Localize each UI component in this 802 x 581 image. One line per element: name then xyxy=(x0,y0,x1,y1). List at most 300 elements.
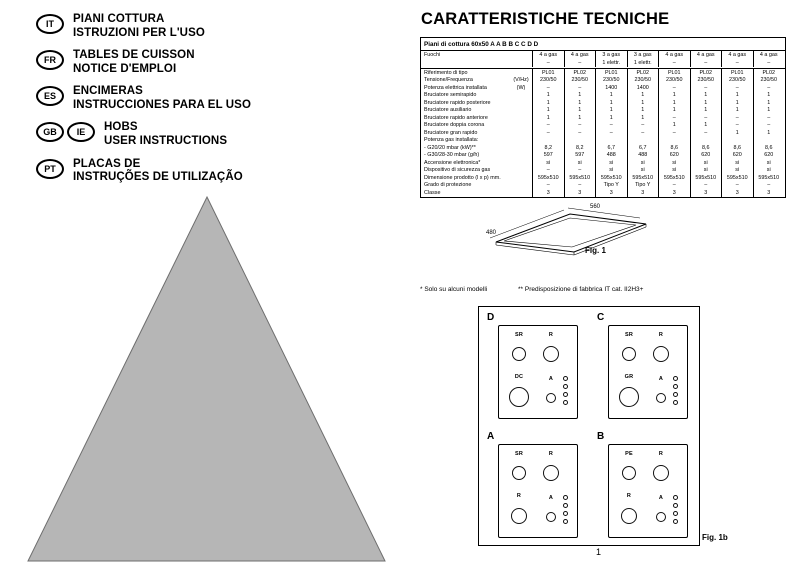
burner-circle xyxy=(512,347,526,361)
fig1b-caption: Fig. 1b xyxy=(702,533,728,542)
spec-cell: 620 xyxy=(753,152,785,160)
spec-cell: 3 xyxy=(753,189,785,197)
language-badges xyxy=(36,121,95,142)
spec-cell xyxy=(690,137,722,145)
language-line2: NOTICE D'EMPLOI xyxy=(73,62,177,75)
spec-cell: PL02 xyxy=(690,69,722,77)
spec-cell: 6,7 xyxy=(595,144,627,152)
spec-cell: 3 xyxy=(564,189,596,197)
spec-cell: – xyxy=(532,167,564,175)
language-badges xyxy=(36,85,64,106)
spec-cell: 595x510 xyxy=(564,174,596,182)
spec-cell: 1 xyxy=(627,92,659,100)
language-badge-gb: GB xyxy=(36,122,64,142)
spec-cell: – xyxy=(721,59,753,67)
spec-cell: 1 xyxy=(721,129,753,137)
spec-row-label: Bruciatore gran rapido xyxy=(424,129,478,136)
spec-row xyxy=(421,92,785,100)
footnote-models: * Solo su alcuni modelli xyxy=(420,286,488,293)
spec-row xyxy=(421,174,785,182)
spec-row-unit: (W) xyxy=(516,84,526,91)
spec-cell: – xyxy=(532,122,564,130)
spec-cell: 3 a gas xyxy=(627,51,659,59)
control-knob-dot xyxy=(673,376,678,381)
hob-panel xyxy=(608,444,688,538)
hob-quadrant-c xyxy=(589,307,699,426)
spec-cell: 488 xyxy=(595,152,627,160)
control-knob-dot xyxy=(673,503,678,508)
spec-row-label: Riferimento di tipo xyxy=(424,69,468,76)
spec-cell: – xyxy=(721,114,753,122)
footnote-factory: ** Predisposizione di fabbrica IT cat. II2H3+ xyxy=(518,286,644,293)
spec-row-unit xyxy=(510,182,532,190)
spec-cell: 1 xyxy=(753,107,785,115)
language-badge-it: IT xyxy=(36,14,64,34)
spec-cell: 1 xyxy=(753,129,785,137)
spec-cell: 1 xyxy=(564,114,596,122)
spec-row xyxy=(421,59,785,69)
spec-row-unit xyxy=(510,189,532,197)
spec-cell: – xyxy=(658,84,690,92)
spec-row-label: Tensione/Frequenza xyxy=(424,77,473,84)
spec-cell: 230/50 xyxy=(627,77,659,85)
language-title xyxy=(73,158,243,185)
spec-cell: 230/50 xyxy=(721,77,753,85)
spec-cell: 3 xyxy=(595,189,627,197)
spec-row-label: Dispositivo di sicurezza gas xyxy=(424,167,491,174)
burner-label: SR xyxy=(514,451,524,457)
spec-row-label: Potenza gas installata: xyxy=(424,137,479,144)
burner-label: R xyxy=(516,493,522,499)
spec-cell: – xyxy=(595,129,627,137)
language-title xyxy=(73,49,195,76)
spec-cell: 8,6 xyxy=(658,144,690,152)
spec-row xyxy=(421,51,785,59)
burner-label: R xyxy=(658,451,664,457)
burner-circle xyxy=(619,387,639,407)
spec-cell: 1 xyxy=(627,107,659,115)
spec-row-label: - G20/20 mbar (kW)** xyxy=(424,144,476,151)
spec-cell: si xyxy=(753,167,785,175)
spec-row xyxy=(421,159,785,167)
burner-circle xyxy=(653,465,669,481)
spec-table xyxy=(420,37,786,198)
spec-cell: 1 xyxy=(690,107,722,115)
spec-row xyxy=(421,114,785,122)
spec-cell: – xyxy=(721,122,753,130)
control-knob-dot xyxy=(563,400,568,405)
spec-cell: si xyxy=(627,167,659,175)
burner-circle xyxy=(546,512,556,522)
spec-cell: PL02 xyxy=(564,69,596,77)
dimension-line-width xyxy=(568,208,640,218)
burner-label: SR xyxy=(514,332,524,338)
spec-cell: 1 xyxy=(627,99,659,107)
spec-cell: PL02 xyxy=(753,69,785,77)
spec-row-label: Bruciatore doppia corona xyxy=(424,122,485,129)
spec-cell: – xyxy=(690,129,722,137)
spec-row-unit xyxy=(510,167,532,175)
spec-cell: PL01 xyxy=(595,69,627,77)
spec-cell: – xyxy=(532,59,564,67)
spec-row xyxy=(421,107,785,115)
spec-cell: Tipo Y xyxy=(627,182,659,190)
spec-cell: PL01 xyxy=(658,69,690,77)
language-badge-ie: IE xyxy=(67,122,95,142)
hob-quadrant-b xyxy=(589,426,699,545)
spec-cell: 1 elettr. xyxy=(627,59,659,67)
burner-circle xyxy=(656,512,666,522)
spec-cell: – xyxy=(753,114,785,122)
dimension-depth-label: 480 xyxy=(486,230,497,236)
spec-cell: si xyxy=(658,167,690,175)
spec-cell: – xyxy=(690,84,722,92)
language-line1: TABLES DE CUISSON xyxy=(73,49,195,62)
spec-cell: 230/50 xyxy=(658,77,690,85)
spec-row xyxy=(421,122,785,130)
spec-row xyxy=(421,189,785,197)
spec-cell: 1 xyxy=(595,99,627,107)
spec-row-label: Classe xyxy=(424,189,441,196)
spec-cell: 597 xyxy=(532,152,564,160)
control-knob-dot xyxy=(563,503,568,508)
spec-cell: 1 xyxy=(658,122,690,130)
quadrant-letter: C xyxy=(597,312,605,323)
spec-cell: – xyxy=(595,122,627,130)
burner-circle xyxy=(653,346,669,362)
spec-cell: 1 xyxy=(595,92,627,100)
hob-panel xyxy=(608,325,688,419)
spec-cell: 1 xyxy=(595,114,627,122)
spec-cell: 8,6 xyxy=(753,144,785,152)
spec-cell: – xyxy=(532,84,564,92)
spec-cell: si xyxy=(627,159,659,167)
language-badges xyxy=(36,49,64,70)
spec-cell: 1 xyxy=(658,107,690,115)
hob-dimension-diagram xyxy=(430,200,680,264)
spec-cell: si xyxy=(753,159,785,167)
control-knob-dot xyxy=(563,384,568,389)
spec-row-unit xyxy=(510,51,532,59)
burner-label: R xyxy=(548,451,554,457)
fig1-caption: Fig. 1 xyxy=(585,246,606,255)
spec-cell: – xyxy=(564,182,596,190)
control-knob-dot xyxy=(673,400,678,405)
burner-circle xyxy=(546,393,556,403)
fig1b-grid xyxy=(479,307,699,545)
spec-row-label: Accensione elettronica* xyxy=(424,159,481,166)
spec-cell xyxy=(721,137,753,145)
spec-cell: 1 xyxy=(595,107,627,115)
language-line2: INSTRUCCIONES PARA EL USO xyxy=(73,98,251,111)
page-number: 1 xyxy=(596,547,602,557)
spec-cell: – xyxy=(564,167,596,175)
spec-row-label: - G30/28-30 mbar (g/h) xyxy=(424,152,480,159)
burner-label: A xyxy=(548,495,554,501)
spec-row-unit xyxy=(510,144,532,152)
spec-cell xyxy=(753,137,785,145)
language-badges xyxy=(36,13,64,34)
hob-inner-outline xyxy=(504,218,636,247)
spec-cell: – xyxy=(564,129,596,137)
control-knob-dot xyxy=(673,519,678,524)
spec-cell: – xyxy=(690,114,722,122)
control-knob-dot xyxy=(673,392,678,397)
spec-row-unit xyxy=(510,107,532,115)
language-item xyxy=(36,158,366,185)
spec-row xyxy=(421,129,785,137)
hob-panel xyxy=(498,325,578,419)
spec-cell: 4 a gas xyxy=(532,51,564,59)
language-badge-pt: PT xyxy=(36,159,64,179)
spec-cell: 1 xyxy=(532,92,564,100)
language-badge-fr: FR xyxy=(36,50,64,70)
spec-cell: si xyxy=(564,159,596,167)
spec-cell: – xyxy=(690,59,722,67)
spec-row xyxy=(421,77,785,85)
hob-quadrant-d xyxy=(479,307,589,426)
burner-circle xyxy=(543,346,559,362)
control-knob-dot xyxy=(563,376,568,381)
spec-cell: 1400 xyxy=(627,84,659,92)
language-line1: PLACAS DE xyxy=(73,157,141,170)
spec-cell: 1 xyxy=(532,107,564,115)
spec-row xyxy=(421,69,785,77)
language-line2: USER INSTRUCTIONS xyxy=(104,134,228,147)
spec-row-unit xyxy=(510,92,532,100)
spec-cell: 595x510 xyxy=(627,174,659,182)
spec-cell: 1 xyxy=(564,107,596,115)
spec-cell: 597 xyxy=(564,152,596,160)
spec-cell: 620 xyxy=(690,152,722,160)
spec-cell: 8,6 xyxy=(690,144,722,152)
language-title xyxy=(73,13,205,40)
spec-cell: si xyxy=(690,159,722,167)
language-title xyxy=(73,85,251,112)
burner-label: R xyxy=(548,332,554,338)
hob-quadrant-a xyxy=(479,426,589,545)
spec-cell: PL02 xyxy=(627,69,659,77)
hob-panel xyxy=(498,444,578,538)
language-line1: HOBS xyxy=(104,121,138,134)
spec-cell: – xyxy=(690,182,722,190)
burner-circle xyxy=(509,387,529,407)
spec-row xyxy=(421,152,785,160)
spec-cell xyxy=(627,137,659,145)
burner-circle xyxy=(543,465,559,481)
spec-cell: 4 a gas xyxy=(721,51,753,59)
spec-cell: – xyxy=(721,182,753,190)
spec-cell xyxy=(658,137,690,145)
spec-cell: 1 xyxy=(753,92,785,100)
spec-cell: 620 xyxy=(721,152,753,160)
spec-cell: 230/50 xyxy=(564,77,596,85)
spec-row xyxy=(421,84,785,92)
spec-cell: si xyxy=(658,159,690,167)
control-knob-dot xyxy=(563,392,568,397)
spec-row xyxy=(421,137,785,145)
spec-cell: si xyxy=(532,159,564,167)
spec-cell: 595x510 xyxy=(658,174,690,182)
spec-cell: – xyxy=(753,182,785,190)
burner-circle xyxy=(622,466,636,480)
spec-row-unit xyxy=(510,159,532,167)
spec-cell: 8,2 xyxy=(532,144,564,152)
spec-cell: si xyxy=(721,159,753,167)
spec-row-label: Grado di protezione xyxy=(424,182,472,189)
spec-row-label: Bruciatore semirapido xyxy=(424,92,477,99)
quadrant-letter: B xyxy=(597,431,605,442)
spec-cell: 4 a gas xyxy=(690,51,722,59)
spec-row-unit xyxy=(510,137,532,145)
burner-label: PE xyxy=(625,451,633,457)
spec-row-unit xyxy=(510,152,532,160)
spec-cell: – xyxy=(564,84,596,92)
spec-row-unit xyxy=(510,114,532,122)
spec-row-unit xyxy=(510,129,532,137)
spec-row xyxy=(421,167,785,175)
spec-cell: 1 xyxy=(721,99,753,107)
language-item xyxy=(36,49,366,76)
spec-cell: 8,2 xyxy=(564,144,596,152)
spec-cell: 1 xyxy=(564,92,596,100)
spec-cell: – xyxy=(658,114,690,122)
spec-cell: – xyxy=(532,129,564,137)
spec-cell: PL01 xyxy=(532,69,564,77)
burner-label: SR xyxy=(624,332,634,338)
spec-cell: 1 xyxy=(690,122,722,130)
spec-row-label: Fuochi xyxy=(424,52,441,58)
spec-cell: Tipo Y xyxy=(595,182,627,190)
spec-cell: 230/50 xyxy=(753,77,785,85)
burner-label: DC xyxy=(514,374,524,380)
burner-circle xyxy=(621,508,637,524)
spec-cell: – xyxy=(753,122,785,130)
spec-cell xyxy=(564,137,596,145)
burner-label: GR xyxy=(624,374,634,380)
spec-cell: – xyxy=(658,182,690,190)
spec-row-unit xyxy=(510,174,532,182)
spec-cell: 1 xyxy=(721,92,753,100)
spec-cell: si xyxy=(595,167,627,175)
control-knob-dot xyxy=(563,511,568,516)
spec-cell: – xyxy=(627,122,659,130)
spec-cell: 1400 xyxy=(595,84,627,92)
spec-cell: 595x510 xyxy=(721,174,753,182)
spec-row-label: Bruciatore rapido anteriore xyxy=(424,114,488,121)
language-line1: PIANI COTTURA xyxy=(73,13,165,25)
spec-cell: 1 xyxy=(690,99,722,107)
control-knob-dot xyxy=(673,511,678,516)
language-line2: INSTRUÇÕES DE UTILIZAÇÃO xyxy=(73,171,243,184)
spec-cell: 230/50 xyxy=(595,77,627,85)
spec-cell: – xyxy=(658,59,690,67)
spec-cell: 3 xyxy=(658,189,690,197)
spec-row-unit xyxy=(510,59,532,67)
spec-cell: si xyxy=(595,159,627,167)
quadrant-letter: A xyxy=(487,431,495,442)
spec-cell: 1 xyxy=(658,92,690,100)
spec-cell: 1 xyxy=(532,99,564,107)
spec-cell: 595x510 xyxy=(532,174,564,182)
spec-cell: 8,6 xyxy=(721,144,753,152)
spec-cell: 3 xyxy=(532,189,564,197)
control-knob-dot xyxy=(673,384,678,389)
language-title xyxy=(104,121,227,148)
spec-cell: 1 xyxy=(658,99,690,107)
control-knob-dot xyxy=(673,495,678,500)
spec-cell: 1 xyxy=(532,114,564,122)
spec-cell: 3 a gas xyxy=(595,51,627,59)
language-badges xyxy=(36,158,64,179)
spec-cell: 4 a gas xyxy=(753,51,785,59)
hob-outline xyxy=(496,214,646,252)
spec-cell xyxy=(532,137,564,145)
language-line2: ISTRUZIONI PER L'USO xyxy=(73,26,205,39)
spec-row-unit xyxy=(510,99,532,107)
spec-cell: 1 xyxy=(627,114,659,122)
page-title: CARATTERISTICHE TECNICHE xyxy=(421,10,670,28)
spec-row-label: Bruciatore ausiliario xyxy=(424,107,472,114)
spec-row-unit xyxy=(510,69,532,77)
spec-cell: si xyxy=(690,167,722,175)
spec-cell: – xyxy=(753,84,785,92)
spec-cell xyxy=(595,137,627,145)
burner-circle xyxy=(622,347,636,361)
spec-cell: – xyxy=(658,129,690,137)
spec-cell: – xyxy=(721,84,753,92)
language-item xyxy=(36,121,366,148)
burner-label: A xyxy=(658,495,664,501)
spec-table-header: Piani di cottura 60x50 A A B B C C D D xyxy=(421,38,785,51)
spec-cell: – xyxy=(627,129,659,137)
language-badge-es: ES xyxy=(36,86,64,106)
spec-cell: PL01 xyxy=(721,69,753,77)
spec-cell: 1 elettr. xyxy=(595,59,627,67)
burner-label: A xyxy=(658,376,664,382)
language-item xyxy=(36,13,366,40)
burner-circle xyxy=(512,466,526,480)
spec-cell: 3 xyxy=(627,189,659,197)
spec-cell: 595x510 xyxy=(595,174,627,182)
spec-cell: – xyxy=(753,59,785,67)
burner-circle xyxy=(511,508,527,524)
dimension-width-label: 560 xyxy=(590,204,601,210)
spec-cell: – xyxy=(564,59,596,67)
fig1b-box xyxy=(478,306,700,546)
spec-cell: 230/50 xyxy=(532,77,564,85)
control-knob-dot xyxy=(563,519,568,524)
spec-row xyxy=(421,99,785,107)
spec-cell: – xyxy=(532,182,564,190)
gray-triangle xyxy=(28,197,385,561)
spec-row-label: Dimensione prodotto (l x p) mm. xyxy=(424,174,501,181)
spec-cell: – xyxy=(564,122,596,130)
spec-row-label xyxy=(421,59,510,67)
burner-label: A xyxy=(548,376,554,382)
spec-cell: si xyxy=(721,167,753,175)
spec-row xyxy=(421,144,785,152)
spec-cell: 595x510 xyxy=(690,174,722,182)
language-line1: ENCIMERAS xyxy=(73,85,143,98)
quadrant-letter: D xyxy=(487,312,495,323)
spec-cell: 1 xyxy=(753,99,785,107)
burner-label: R xyxy=(626,493,632,499)
spec-cell: 230/50 xyxy=(690,77,722,85)
spec-cell: 1 xyxy=(690,92,722,100)
control-knob-dot xyxy=(563,495,568,500)
spec-cell: 488 xyxy=(627,152,659,160)
